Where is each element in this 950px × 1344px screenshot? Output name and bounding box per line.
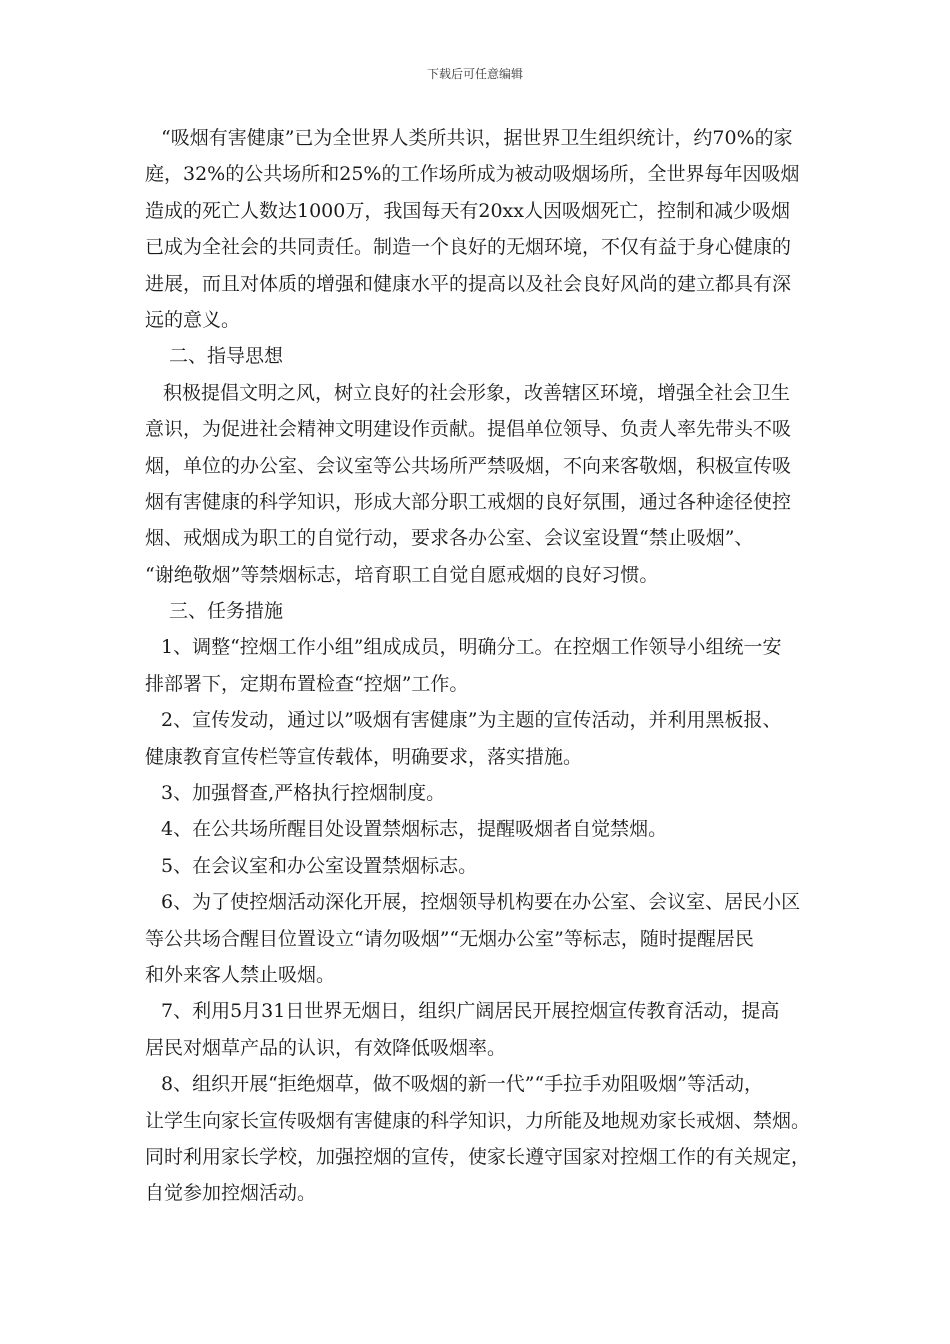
text-line: 庭，32%的公共场所和25%的工作场所成为被动吸烟场所，全世界每年因吸烟 [145,163,800,186]
list-item: 8、组织开展“拒绝烟草，做不吸烟的新一代”“手拉手劝阻吸烟”等活动， [161,1073,763,1096]
text-line: “谢绝敬烟”等禁烟标志，培育职工自觉自愿戒烟的良好习惯。 [145,563,659,586]
section-heading: 三、任务措施 [169,600,284,623]
text-line: 排部署下，定期布置检查“控烟”工作。 [145,672,469,695]
text-line: 积极提倡文明之风，树立良好的社会形象，改善辖区环境，增强全社会卫生 [163,381,791,404]
text-line: 和外来客人禁止吸烟。 [145,963,336,986]
text-line: 让学生向家长宣传吸烟有害健康的科学知识，力所能及地规劝家长戒烟、禁烟。 [145,1109,811,1132]
list-item: 4、在公共场所醒目处设置禁烟标志，提醒吸烟者自觉禁烟。 [161,818,668,841]
list-item: 2、宣传发动，通过以”吸烟有害健康”为主题的宣传活动，并利用黑板报、 [161,709,782,732]
text-line: 等公共场合醒目位置设立“请勿吸烟”“无烟办公室”等标志，随时提醒居民 [145,927,754,950]
list-item: 1、调整“控烟工作小组”组成成员，明确分工。在控烟工作领导小组统一安 [161,636,782,659]
page-header: 下载后可任意编辑 [426,67,523,81]
list-item: 5、在会议室和办公室设置禁烟标志。 [161,854,478,877]
text-line: 烟、戒烟成为职工的自觉行动，要求各办公室、会议室设置“禁止吸烟”、 [145,527,754,550]
text-line: 进展，而且对体质的增强和健康水平的提高以及社会良好风尚的建立都具有深 [145,272,792,295]
list-item: 6、为了使控烟活动深化开展，控烟领导机构要在办公室、会议室、居民小区 [161,891,801,914]
text-line: 烟，单位的办公室、会议室等公共场所严禁吸烟，不向来客敬烟，积极宣传吸 [145,454,792,477]
document-body [145,120,811,1212]
text-line: 已成为全社会的共同责任。制造一个良好的无烟环境，不仅有益于身心健康的 [145,236,792,259]
text-line: 自觉参加控烟活动。 [145,1182,317,1205]
list-item: 3、加强督查,严格执行控烟制度。 [161,782,446,805]
text-line: 健康教育宣传栏等宣传载体，明确要求，落实措施。 [145,745,583,768]
section-heading: 二、指导思想 [169,345,284,368]
text-line: 同时利用家长学校，加强控烟的宣传，使家长遵守国家对控烟工作的有关规定， [145,1145,811,1168]
text-line: 烟有害健康的科学知识，形成大部分职工戒烟的良好氛围，通过各种途径使控 [145,490,792,513]
text-line: 意识，为促进社会精神文明建设作贡献。提倡单位领导、负责人率先带头不吸 [145,418,792,441]
list-item: 7、利用5月31日世界无烟日，组织广阔居民开展控烟宣传教育活动，提高 [161,1000,780,1023]
text-line: “吸烟有害健康”已为全世界人类所共识，据世界卫生组织统计，约70%的家 [161,127,793,149]
text-line: 居民对烟草产品的认识，有效降低吸烟率。 [145,1036,507,1059]
text-line: 远的意义。 [145,308,241,331]
text-line: 造成的死亡人数达1000万，我国每天有20xx人因吸烟死亡，控制和减少吸烟 [145,199,790,222]
